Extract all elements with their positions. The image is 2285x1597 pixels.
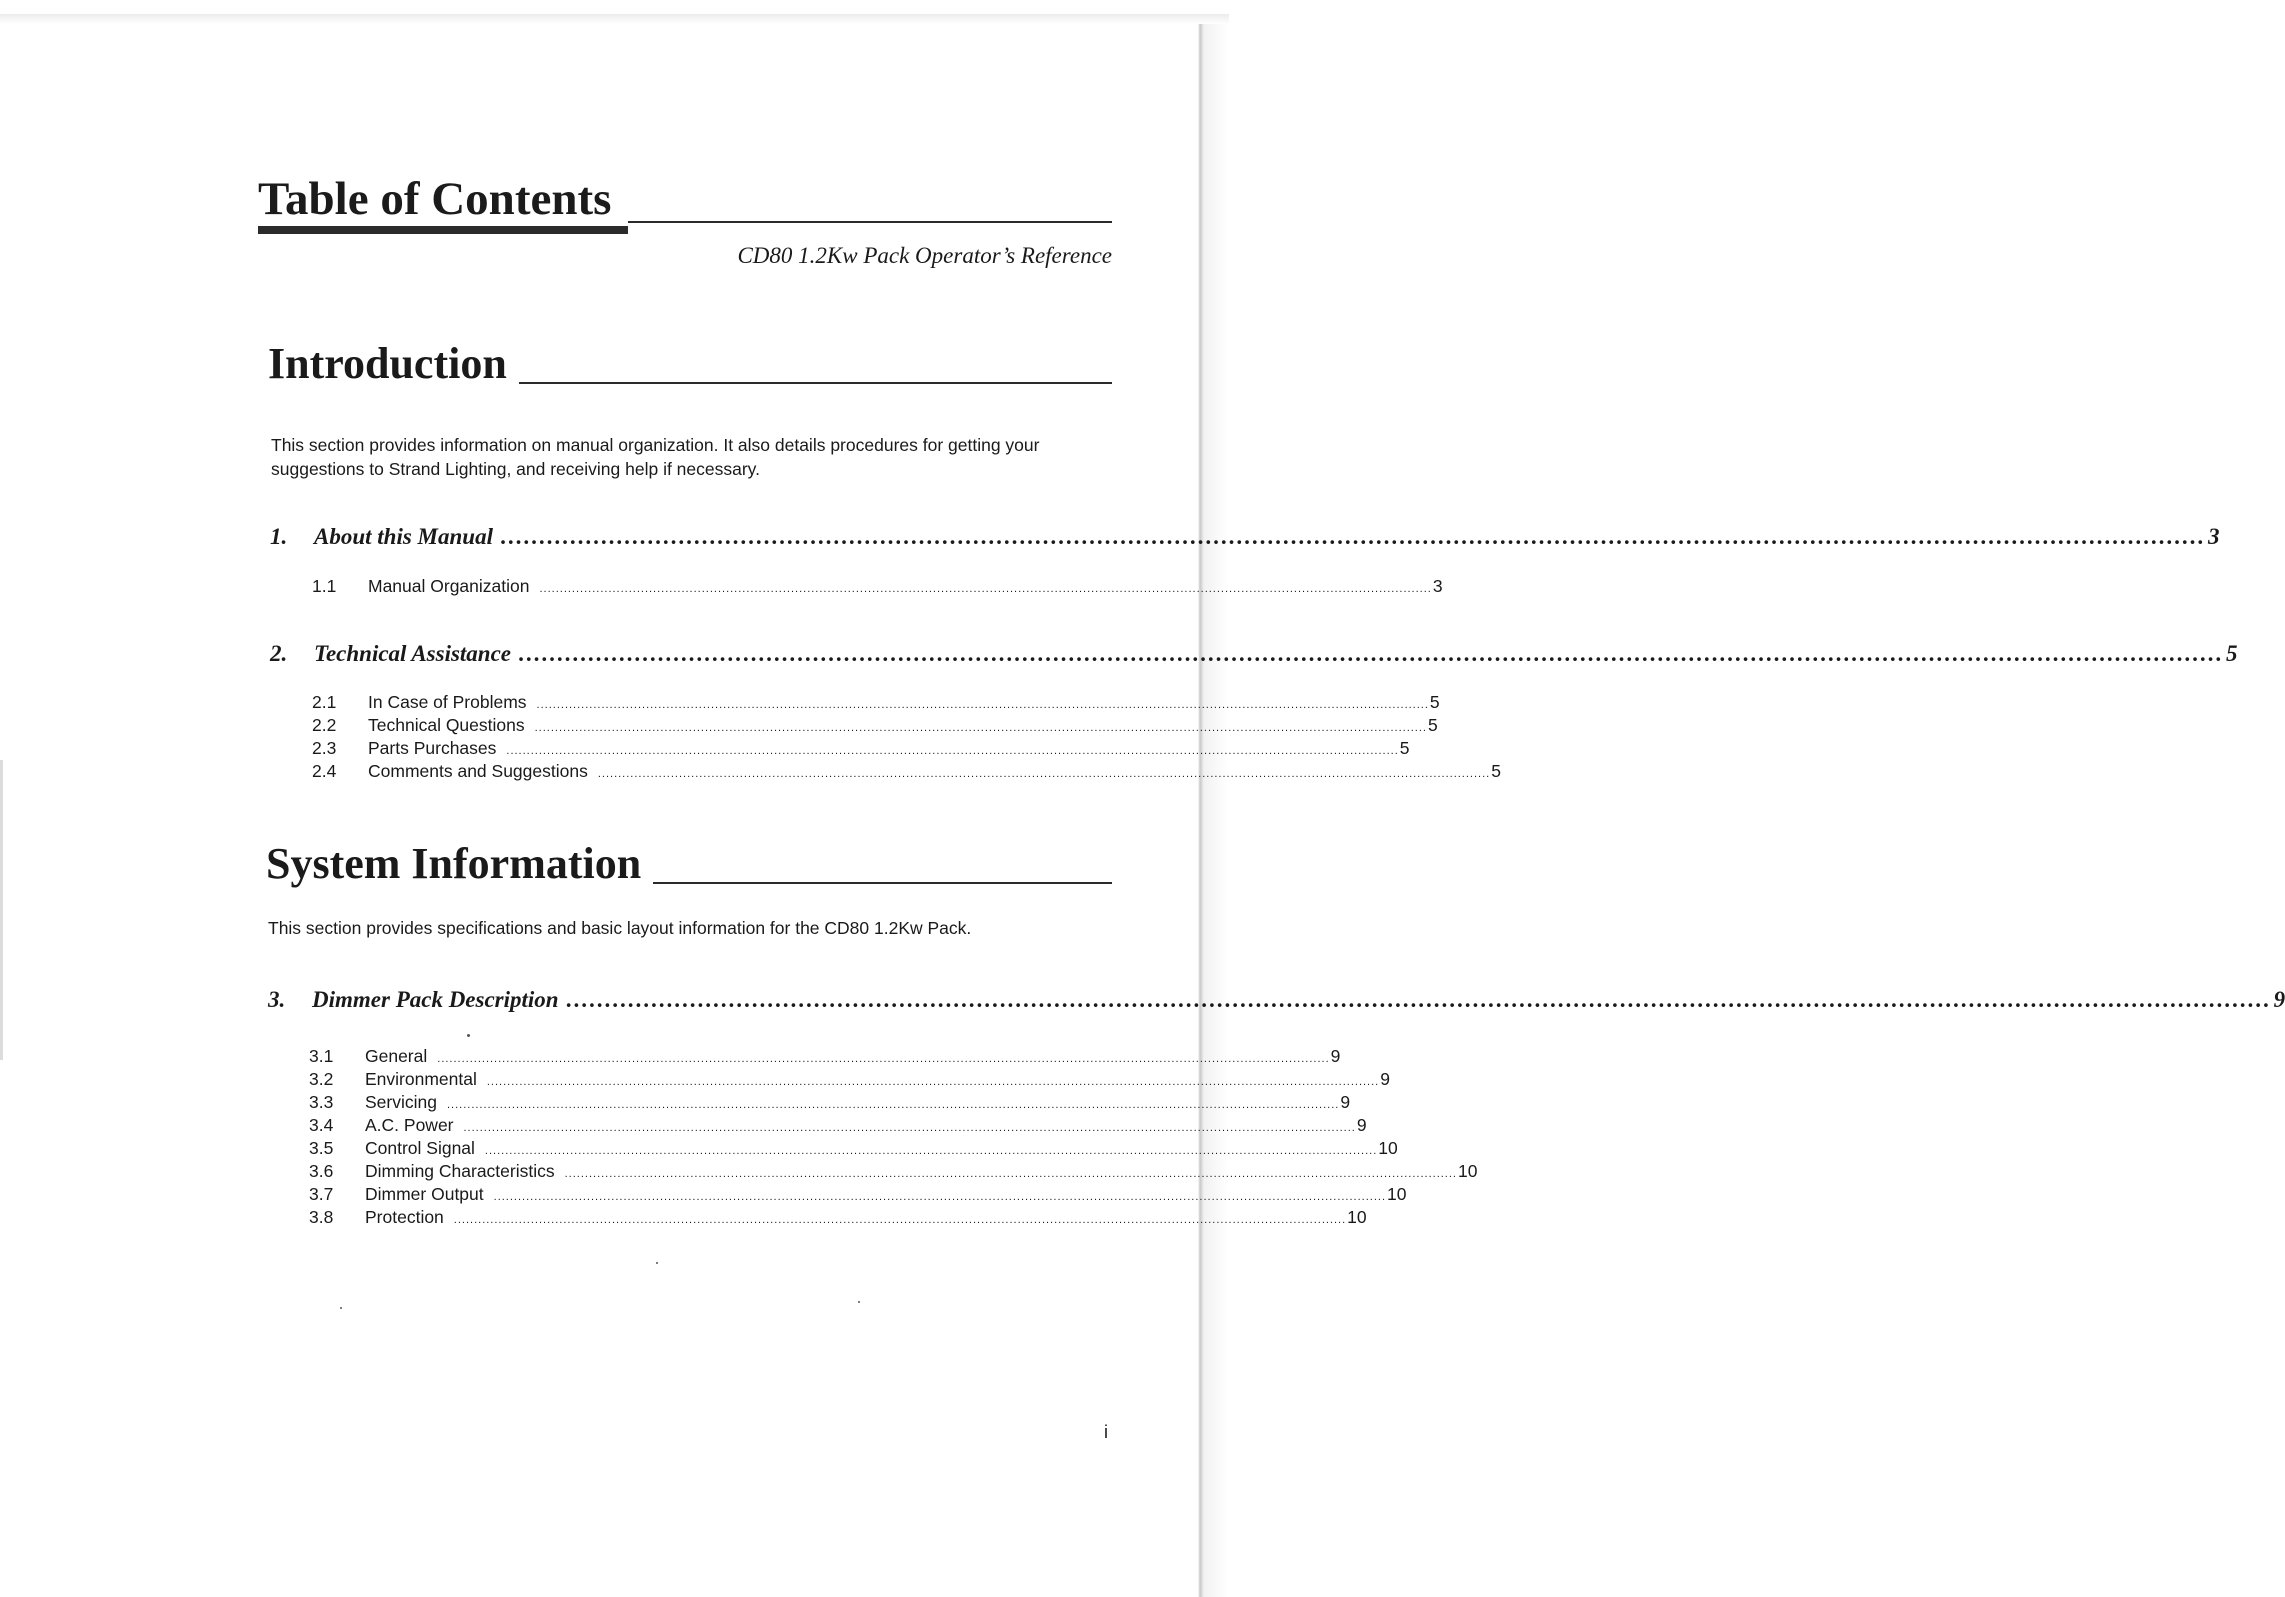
entry-page: 3 [1432, 576, 1443, 596]
toc-entry-3-3[interactable] [309, 1092, 1351, 1116]
entry-page: 10 [1378, 1138, 1398, 1158]
chapter-page: 5 [2226, 641, 2238, 666]
entry-title: Technical Questions [368, 715, 525, 735]
section-header-introduction [268, 326, 1112, 386]
scan-speck [467, 1034, 470, 1037]
entry-number: 2.1 [312, 692, 337, 712]
entry-title: Dimming Characteristics [365, 1161, 555, 1181]
section-title: Introduction [268, 342, 519, 386]
toc-entry-3-2[interactable] [309, 1069, 1390, 1093]
entry-page: 9 [1380, 1069, 1390, 1089]
scan-top-edge [0, 14, 1229, 24]
entry-number: 3.3 [309, 1092, 334, 1112]
section-description: This section provides specifications and basic layout information for the CD80 1.2Kw Pack. [268, 918, 972, 938]
dot-leader: ............................................................................................................................................................................................................................ [566, 987, 2272, 1012]
scan-speck [656, 1262, 658, 1264]
dot-leader: ............................................................................................................................................................................................................................ [453, 1214, 1347, 1226]
entry-number: 2.4 [312, 761, 337, 781]
dot-leader: ............................................................................................................................................................................................................................ [437, 1053, 1330, 1065]
toc-chapter-3[interactable] [268, 987, 2285, 1017]
dot-leader: ............................................................................................................................................................................................................................ [486, 1076, 1380, 1088]
toc-entry-2-4[interactable] [312, 761, 1501, 785]
entry-title: Servicing [365, 1092, 437, 1112]
section-title: System Information [266, 842, 653, 886]
chapter-page: 3 [2207, 524, 2220, 549]
entry-number: 3.7 [309, 1184, 334, 1204]
dot-leader: ............................................................................................................................................................................................................................ [564, 1168, 1457, 1180]
toc-entry-2-1[interactable] [312, 692, 1440, 716]
dot-leader: ............................................................................................................................................................................................................................ [493, 1191, 1386, 1203]
entry-title: Parts Purchases [368, 738, 497, 758]
toc-entry-3-5[interactable] [309, 1138, 1398, 1162]
entry-page: 10 [1457, 1161, 1478, 1181]
chapter-number: 3. [268, 987, 286, 1012]
chapter-title: Technical Assistance [314, 641, 512, 666]
chapter-number: 2. [270, 641, 288, 666]
chapter-title: Dimmer Pack Description [312, 987, 559, 1012]
entry-title: Manual Organization [368, 576, 530, 596]
section-description: This section provides information on manual organization. It also details procedures for getting your suggestions to Strand Lighting, and receiving help if necessary. [271, 435, 1040, 479]
toc-chapter-2[interactable] [270, 641, 2238, 671]
entry-number: 3.1 [309, 1046, 334, 1066]
page-number: i [1104, 1422, 1108, 1442]
entry-title: General [365, 1046, 428, 1066]
entry-number: 1.1 [312, 576, 337, 596]
entry-title: Dimmer Output [365, 1184, 484, 1204]
scan-speck [858, 1301, 860, 1303]
chapter-title: About this Manual [314, 524, 493, 549]
document-title: Table of Contents [258, 173, 612, 225]
entry-number: 3.6 [309, 1161, 334, 1181]
entry-number: 3.5 [309, 1138, 334, 1158]
dot-leader: ............................................................................................................................................................................................................................ [519, 641, 2225, 666]
entry-title: Environmental [365, 1069, 477, 1089]
entry-number: 3.4 [309, 1115, 334, 1135]
dot-leader: ............................................................................................................................................................................................................................ [446, 1099, 1340, 1111]
entry-title: Protection [365, 1207, 444, 1227]
dot-leader: ............................................................................................................................................................................................................................ [463, 1122, 1356, 1134]
title-rule [628, 221, 1112, 223]
chapter-number: 1. [270, 524, 288, 549]
entry-title: A.C. Power [365, 1115, 454, 1135]
entry-title: In Case of Problems [368, 692, 527, 712]
dot-leader: ............................................................................................................................................................................................................................ [536, 699, 1429, 711]
dot-leader: ............................................................................................................................................................................................................................ [539, 583, 1432, 595]
entry-number: 3.2 [309, 1069, 334, 1089]
entry-page: 5 [1429, 692, 1440, 712]
entry-page: 10 [1387, 1184, 1407, 1204]
dot-leader: ............................................................................................................................................................................................................................ [597, 768, 1491, 780]
toc-chapter-1[interactable] [270, 524, 2220, 554]
toc-entry-3-1[interactable] [309, 1046, 1341, 1070]
entry-number: 3.8 [309, 1207, 334, 1227]
entry-number: 2.3 [312, 738, 337, 758]
scan-speck [340, 1307, 342, 1309]
entry-page: 5 [1427, 715, 1438, 735]
toc-entry-2-3[interactable] [312, 738, 1410, 762]
entry-page: 5 [1491, 761, 1501, 781]
toc-entry-3-8[interactable] [309, 1207, 1367, 1231]
toc-entry-1-1[interactable] [312, 576, 1443, 600]
dot-leader: ............................................................................................................................................................................................................................ [484, 1145, 1378, 1157]
entry-page: 9 [1340, 1092, 1351, 1112]
entry-number: 2.2 [312, 715, 337, 735]
dot-leader: ............................................................................................................................................................................................................................ [500, 524, 2206, 549]
chapter-page: 9 [2273, 987, 2285, 1012]
entry-page: 9 [1330, 1046, 1341, 1066]
toc-entry-2-2[interactable] [312, 715, 1438, 739]
entry-page: 5 [1399, 738, 1410, 758]
scan-right-edge [1198, 24, 1229, 1597]
toc-entry-3-6[interactable] [309, 1161, 1478, 1185]
title-underline-bar [258, 226, 628, 234]
dot-leader: ............................................................................................................................................................................................................................ [534, 722, 1427, 734]
dot-leader: ............................................................................................................................................................................................................................ [506, 745, 1399, 757]
entry-title: Comments and Suggestions [368, 761, 588, 781]
document-subtitle: CD80 1.2Kw Pack Operator’s Reference [737, 243, 1112, 268]
toc-entry-3-7[interactable] [309, 1184, 1407, 1208]
entry-page: 9 [1356, 1115, 1367, 1135]
entry-title: Control Signal [365, 1138, 475, 1158]
scan-left-edge [0, 760, 3, 1060]
section-header-system-information [266, 826, 1112, 886]
toc-entry-3-4[interactable] [309, 1115, 1367, 1139]
entry-page: 10 [1347, 1207, 1367, 1227]
